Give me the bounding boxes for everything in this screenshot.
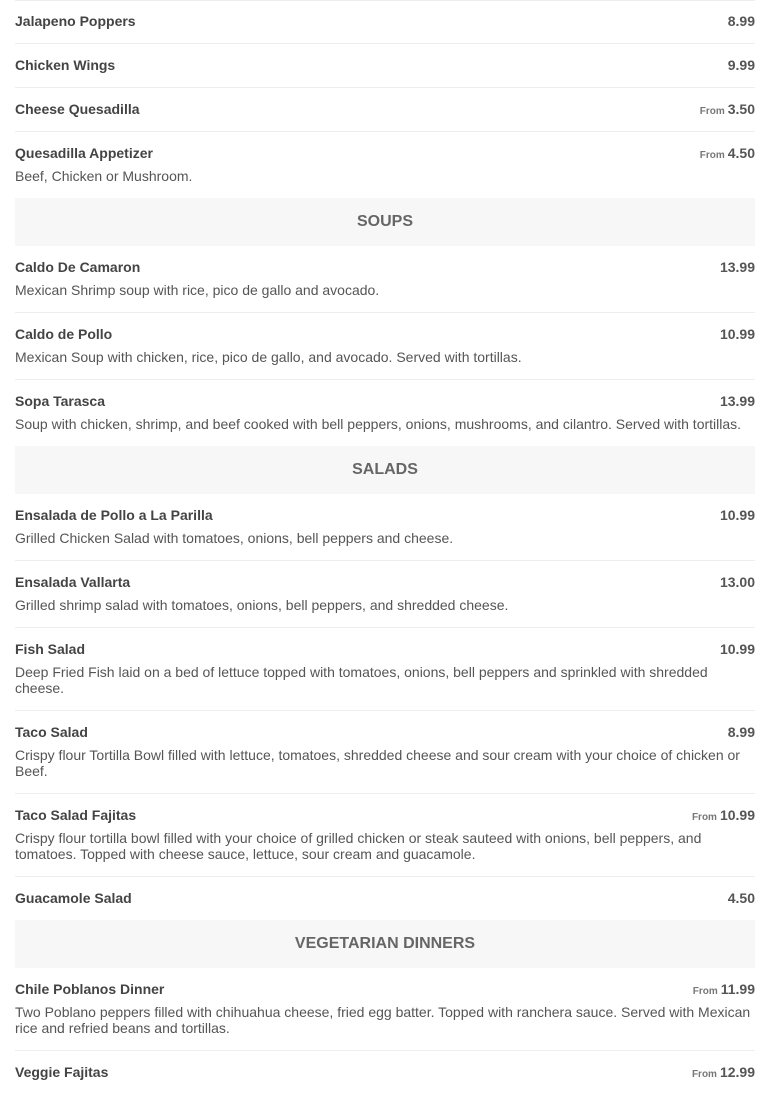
- menu-item-name: Caldo de Pollo: [15, 326, 113, 342]
- menu-item-name: Veggie Fajitas: [15, 1064, 109, 1080]
- menu-item[interactable]: [15, 968, 755, 1051]
- price-value: 12.99: [719, 1064, 755, 1080]
- menu-item-description: Mexican Soup with chicken, rice, pico de gallo, and avocado. Served with tortillas.: [15, 349, 522, 365]
- menu-item[interactable]: [15, 877, 755, 920]
- price-value: 9.99: [727, 57, 755, 73]
- menu-item-row: [15, 724, 755, 740]
- price-value: 8.99: [727, 13, 755, 29]
- menu-item-price: [700, 101, 755, 117]
- menu-item-description: Soup with chicken, shrimp, and beef cooked with bell peppers, onions, mushrooms, and cilantro. Served with tortillas.: [15, 416, 742, 432]
- menu-item-row: [15, 326, 755, 342]
- price-value: 13.99: [719, 259, 755, 275]
- price-value: 10.99: [719, 641, 755, 657]
- menu-item-name: Sopa Tarasca: [15, 393, 106, 409]
- menu-item-name: Cheese Quesadilla: [15, 101, 140, 117]
- menu-item-row: [15, 13, 755, 29]
- menu-item-row: [15, 393, 755, 409]
- menu-item-row: [15, 101, 755, 117]
- price-from-label: From: [691, 1069, 717, 1080]
- menu-item[interactable]: [15, 132, 755, 198]
- menu-item-price: [700, 145, 755, 161]
- menu-item-name: Jalapeno Poppers: [15, 13, 136, 29]
- section-header: SALADS: [15, 446, 755, 494]
- menu-item-row: [15, 641, 755, 657]
- menu-item-name: Fish Salad: [15, 641, 86, 657]
- menu-item-row: [15, 807, 755, 823]
- price-from-label: From: [699, 106, 725, 117]
- menu-item-description: Crispy flour Tortilla Bowl filled with lettuce, tomatoes, shredded cheese and sour cream with your choice of chicken or Beef.: [15, 747, 740, 779]
- menu-item-price: [692, 807, 755, 823]
- menu-item-price: [693, 981, 755, 997]
- menu-item[interactable]: [15, 628, 755, 711]
- menu-item-name: Taco Salad: [15, 724, 88, 740]
- menu-item-price: [728, 724, 755, 740]
- price-from-label: From: [699, 150, 725, 161]
- price-value: 3.50: [727, 101, 755, 117]
- menu-item-price: [728, 13, 755, 29]
- price-value: 8.99: [727, 724, 755, 740]
- menu-item-description: Two Poblano peppers filled with chihuahua cheese, fried egg batter. Topped with ranchera sauce. Served with Mexican rice and refried beans and tortillas.: [15, 1004, 751, 1036]
- menu-item[interactable]: [15, 380, 755, 446]
- menu: [15, 0, 755, 1094]
- menu-item[interactable]: [15, 313, 755, 380]
- menu-item-price: [720, 641, 755, 657]
- menu-item-name: Taco Salad Fajitas: [15, 807, 137, 823]
- price-value: 10.99: [719, 326, 755, 342]
- section-header: VEGETARIAN DINNERS: [15, 920, 755, 968]
- menu-item-name: Chicken Wings: [15, 57, 116, 73]
- price-value: 10.99: [719, 507, 755, 523]
- menu-item-row: [15, 981, 755, 997]
- menu-item-row: [15, 145, 755, 161]
- price-value: 13.00: [719, 574, 755, 590]
- menu-item[interactable]: [15, 794, 755, 877]
- menu-item[interactable]: [15, 88, 755, 132]
- menu-item-price: [728, 57, 755, 73]
- menu-item-row: [15, 57, 755, 73]
- menu-item-row: [15, 890, 755, 906]
- menu-item-price: [720, 574, 755, 590]
- menu-item-name: Guacamole Salad: [15, 890, 132, 906]
- menu-item[interactable]: [15, 44, 755, 88]
- menu-item-description: Deep Fried Fish laid on a bed of lettuce topped with tomatoes, onions, bell peppers and sprinkled with shredded cheese.: [15, 664, 708, 696]
- price-value: 13.99: [719, 393, 755, 409]
- menu-item-description: Grilled shrimp salad with tomatoes, onions, bell peppers, and shredded cheese.: [15, 597, 509, 613]
- menu-item-price: [720, 259, 755, 275]
- menu-item-name: Caldo De Camaron: [15, 259, 141, 275]
- menu-item-name: Chile Poblanos Dinner: [15, 981, 165, 997]
- menu-item-row: [15, 259, 755, 275]
- menu-item-price: [720, 326, 755, 342]
- menu-item[interactable]: [15, 1051, 755, 1094]
- menu-item-name: Quesadilla Appetizer: [15, 145, 153, 161]
- menu-item-price: [692, 1064, 755, 1080]
- menu-item-row: [15, 507, 755, 523]
- menu-item[interactable]: [15, 561, 755, 628]
- menu-item-name: Ensalada Vallarta: [15, 574, 131, 590]
- menu-item-row: [15, 574, 755, 590]
- menu-item-price: [728, 890, 755, 906]
- menu-item-description: Grilled Chicken Salad with tomatoes, onions, bell peppers and cheese.: [15, 530, 454, 546]
- menu-item[interactable]: [15, 494, 755, 561]
- price-value: 4.50: [727, 890, 755, 906]
- menu-item-name: Ensalada de Pollo a La Parilla: [15, 507, 213, 523]
- menu-item[interactable]: [15, 246, 755, 313]
- menu-item-description: Crispy flour tortilla bowl filled with your choice of grilled chicken or steak sauteed with onions, bell peppers, and tomatoes. Topped with cheese sauce, lettuce, sour cream and guacamole.: [15, 830, 702, 862]
- price-value: 11.99: [720, 981, 755, 997]
- section-header: SOUPS: [15, 198, 755, 246]
- menu-item-price: [720, 393, 755, 409]
- menu-item-price: [720, 507, 755, 523]
- menu-item[interactable]: [15, 711, 755, 794]
- menu-item[interactable]: [15, 0, 755, 44]
- price-from-label: From: [692, 986, 718, 997]
- menu-item-description: Beef, Chicken or Mushroom.: [15, 168, 193, 184]
- menu-item-description: Mexican Shrimp soup with rice, pico de gallo and avocado.: [15, 282, 380, 298]
- price-value: 10.99: [719, 807, 755, 823]
- price-from-label: From: [691, 812, 717, 823]
- menu-item-row: [15, 1064, 755, 1080]
- price-value: 4.50: [727, 145, 755, 161]
